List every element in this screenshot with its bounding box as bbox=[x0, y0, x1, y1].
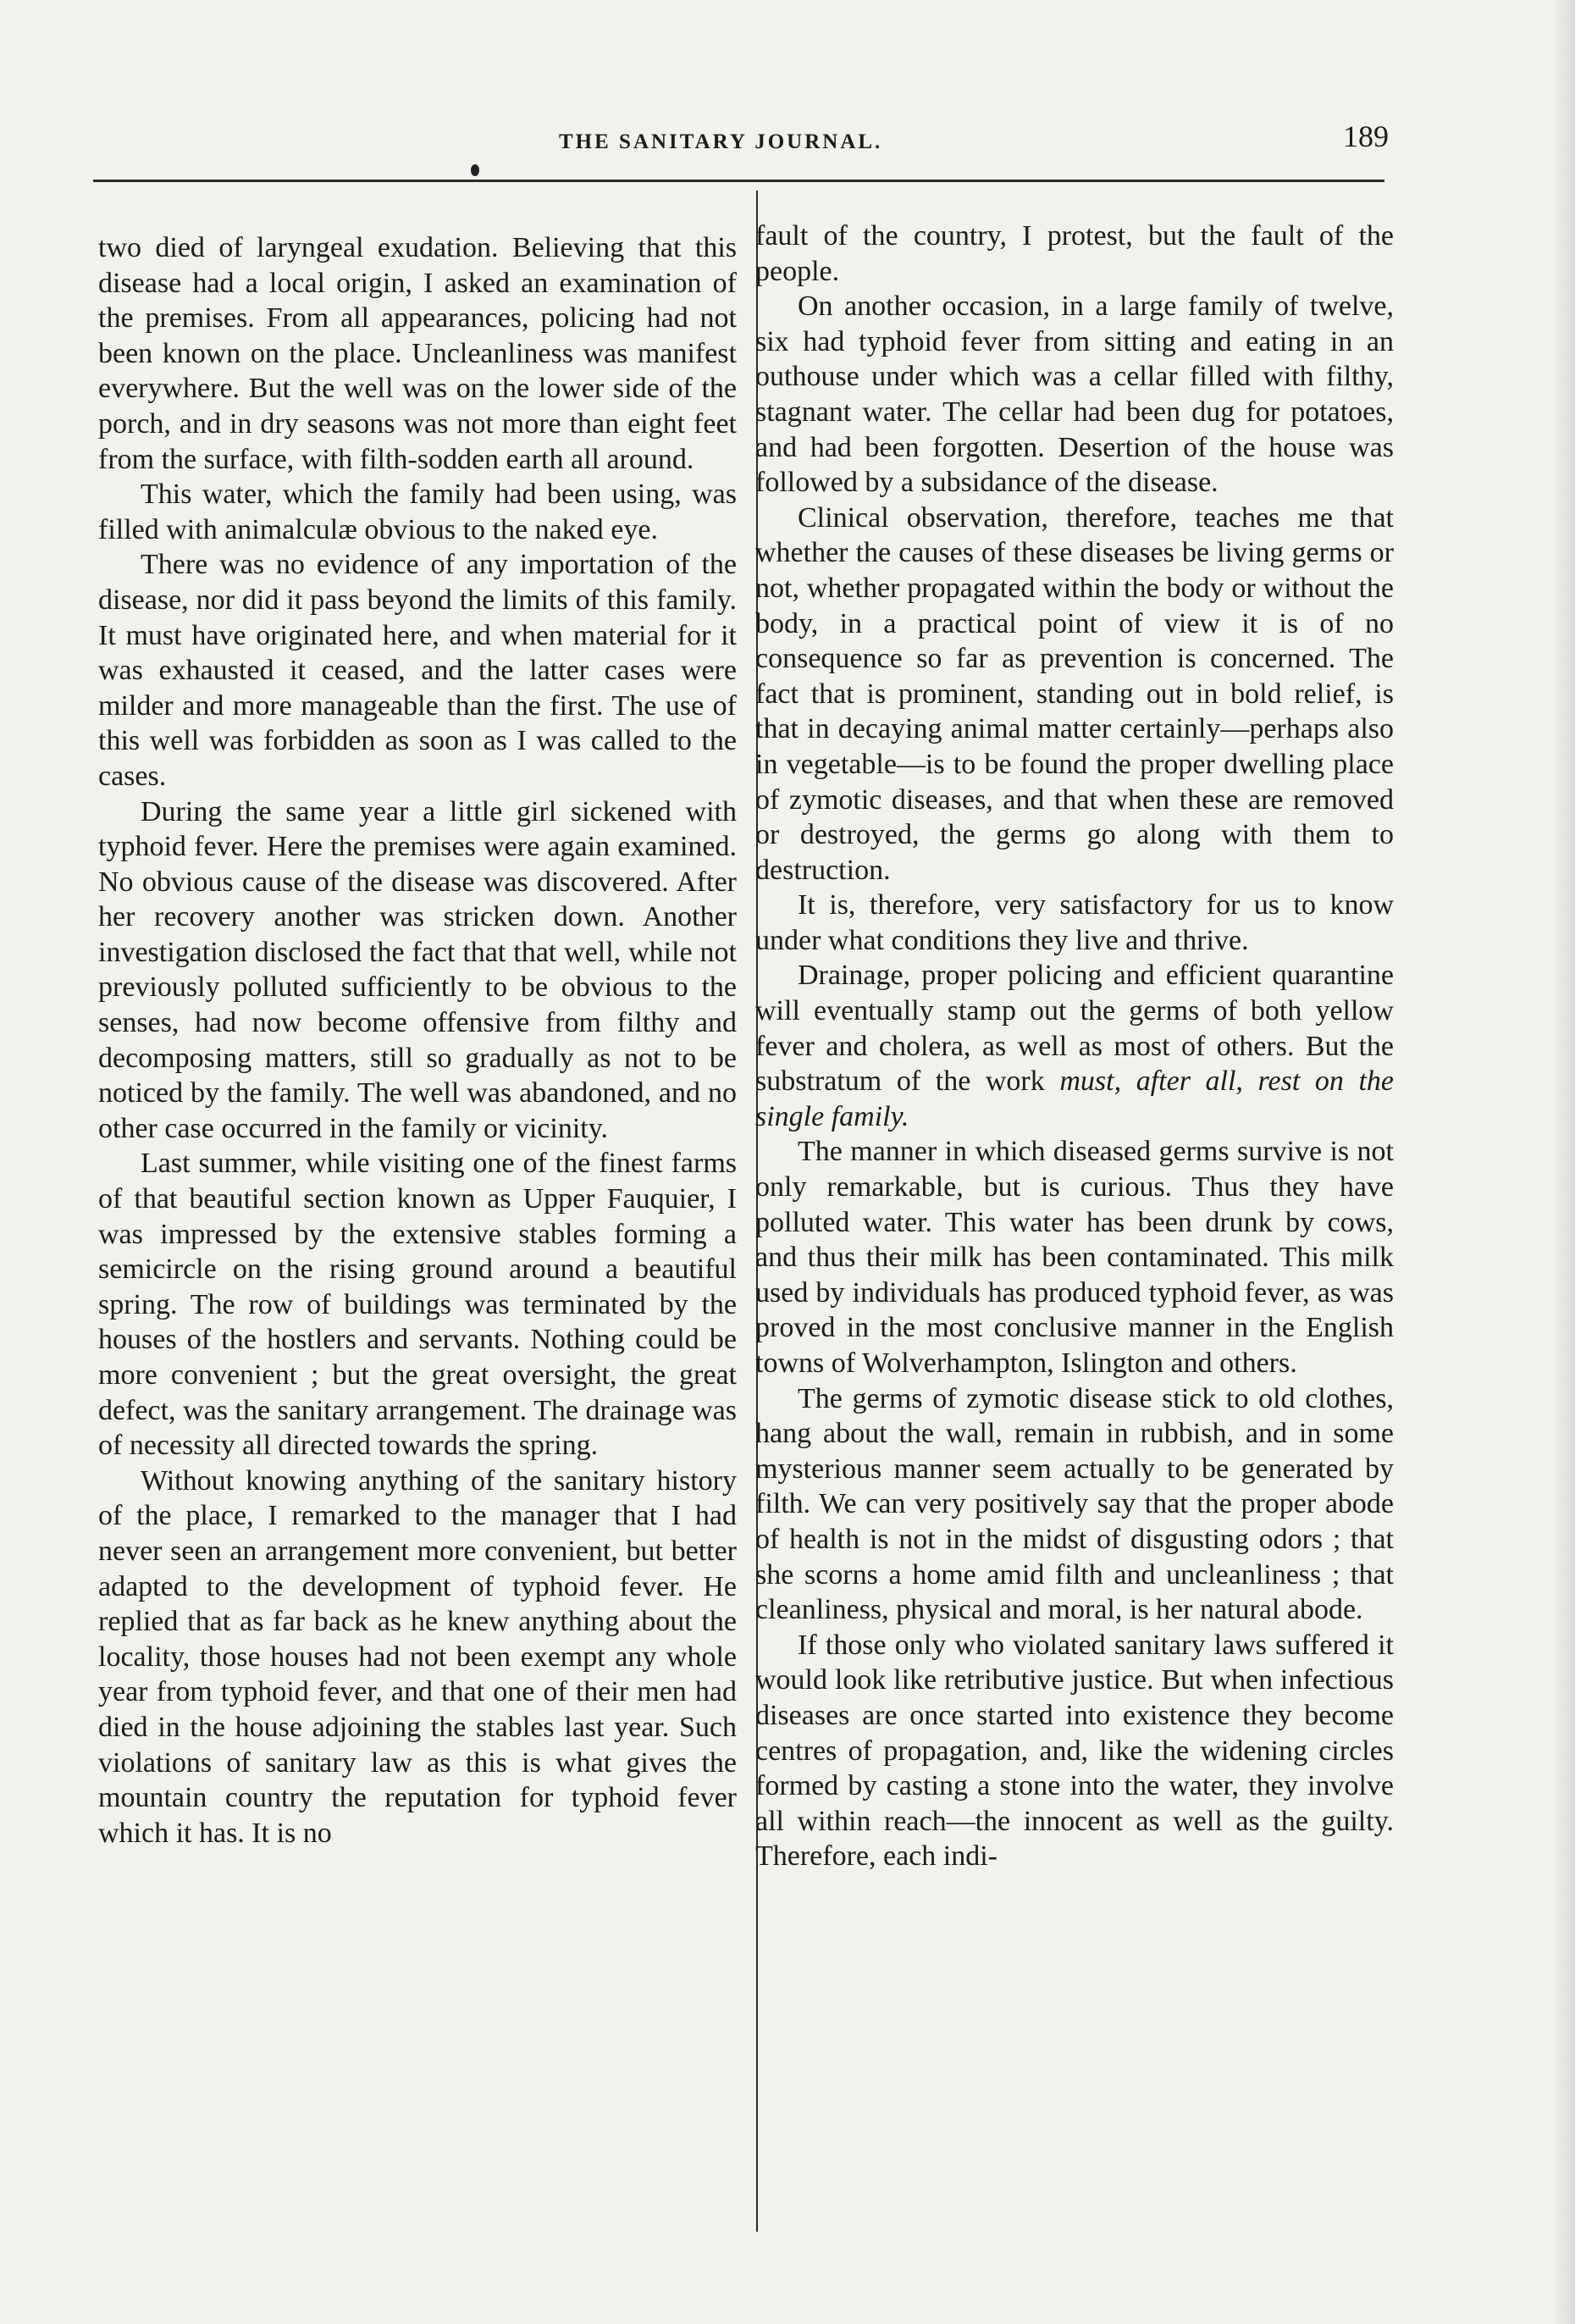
paragraph-text: Drainage, proper policing and efficient quarantine will eventually stamp out the germs of both yellow fever and cholera, as well as most of others. But the substratum of the work bbox=[755, 960, 1394, 1098]
paragraph: The germs of zymotic disease stick to old clothes, hang about the wall, remain in rubbish, and in some mysterious manner seem actually to be generated by filth. We can very positively say that the proper abode of health is not in the midst of disgusting odors ; that she scorns a home amid filth and uncleanliness ; that cleanliness, physical and moral, is her natural abode. bbox=[755, 1382, 1394, 1626]
left-column bbox=[98, 230, 737, 1851]
running-title: THE SANITARY JOURNAL. bbox=[559, 130, 883, 153]
paragraph: Clinical observation, therefore, teaches me that whether the causes of these diseases be living germs or not, whether propagated within the body or without the body, in a practical point of view it is of no consequence so far as prevention is concerned. The fact that is prominent, standing out in bold relief, is that in decaying animal matter certainly—perhaps also in vegetable—is to be found the proper dwelling place of zymotic diseases, and that when these are removed or destroyed, the germs go along with them to destruction. bbox=[755, 501, 1394, 886]
page-edge-shadow bbox=[1553, 0, 1575, 2324]
page-header bbox=[85, 119, 1389, 178]
paragraph: two died of laryngeal exudation. Believing that this disease had a local origin, I asked an examination of the premises. From all appearances, policing had not been known on the place. Uncleanliness was manifest everywhere. But the well was on the lower side of the porch, and in dry seasons was not more than eight feet from the surface, with filth-sodden earth all around. bbox=[98, 232, 737, 475]
page-number: 189 bbox=[1343, 119, 1389, 153]
header-rule bbox=[93, 180, 1384, 182]
paragraph: On another occasion, in a large family of twelve, six had typhoid fever from sitting and eating in an outhouse under which was a cellar filled with filthy, stagnant water. The cellar had been dug for potatoes, and had been forgotten. Desertion of the house was followed by a subsidance of the disease. bbox=[755, 290, 1394, 499]
paragraph: The manner in which diseased germs survive is not only remarkable, but is curious. Thus they have polluted water. This water has been drunk by cows, and thus their milk has been contaminated. This milk used by individuals has produced typhoid fever, as was proved in the most conclusive manner in the English towns of Wolverhampton, Islington and others. bbox=[755, 1136, 1394, 1379]
paragraph: fault of the country, I protest, but the fault of the people. bbox=[755, 220, 1394, 287]
ink-speck bbox=[471, 164, 479, 176]
paragraph: Last summer, while visiting one of the finest farms of that beautiful section known as Upper Fauquier, I was impressed by the extensive stables forming a semicircle on the rising ground around a beautiful spring. The row of buildings was terminated by the houses of the hostlers and servants. Nothing could be more convenient ; but the great oversight, the great defect, was the sanitary arrangement. The drainage was of necessity all directed towards the spring. bbox=[98, 1148, 737, 1462]
paragraph: During the same year a little girl sickened with typhoid fever. Here the premises were again examined. No obvious cause of the disease was discovered. After her recovery another was stricken down. Another investigation disclosed the fact that that well, while not previously polluted sufficiently to be obvious to the senses, had now become offensive from filthy and decomposing matters, still so gradually as not to be noticed by the family. The well was abandoned, and no other case occurred in the family or vicinity. bbox=[98, 795, 737, 1144]
right-column bbox=[755, 219, 1394, 1874]
paragraph: It is, therefore, very satisfactory for us to know under what conditions they live and thrive. bbox=[755, 889, 1394, 956]
paragraph: This water, which the family had been using, was filled with animalculæ obvious to the naked eye. bbox=[98, 479, 737, 545]
paragraph: There was no evidence of any importation of the disease, nor did it pass beyond the limits of this family. It must have originated here, and when material for it was exhausted it ceased, and the latter cases were milder and more manageable than the first. The use of this well was forbidden as soon as I was called to the cases. bbox=[98, 549, 737, 792]
emphasized-text: must, after all, rest on the single family. bbox=[755, 1065, 1395, 1132]
paragraph: Without knowing anything of the sanitary history of the place, I remarked to the manager that I had never seen an arrangement more convenient, but better adapted to the development of typhoid fever. He replied that as far back as he knew anything about the locality, those houses had not been exempt any whole year from typhoid fever, and that one of their men had died in the house adjoining the stables last year. Such violations of sanitary law as this is what gives the mountain country the reputation for typhoid fever which it has. It is no bbox=[98, 1464, 737, 1849]
paragraph: If those only who violated sanitary laws suffered it would look like retributive justice. But when infectious diseases are once started into existence they become centres of propagation, and, like the widening circles formed by casting a stone into the water, they involve all within reach—the innocent as well as the guilty. Therefore, each indi- bbox=[755, 1629, 1394, 1873]
paragraph bbox=[755, 958, 1394, 1134]
